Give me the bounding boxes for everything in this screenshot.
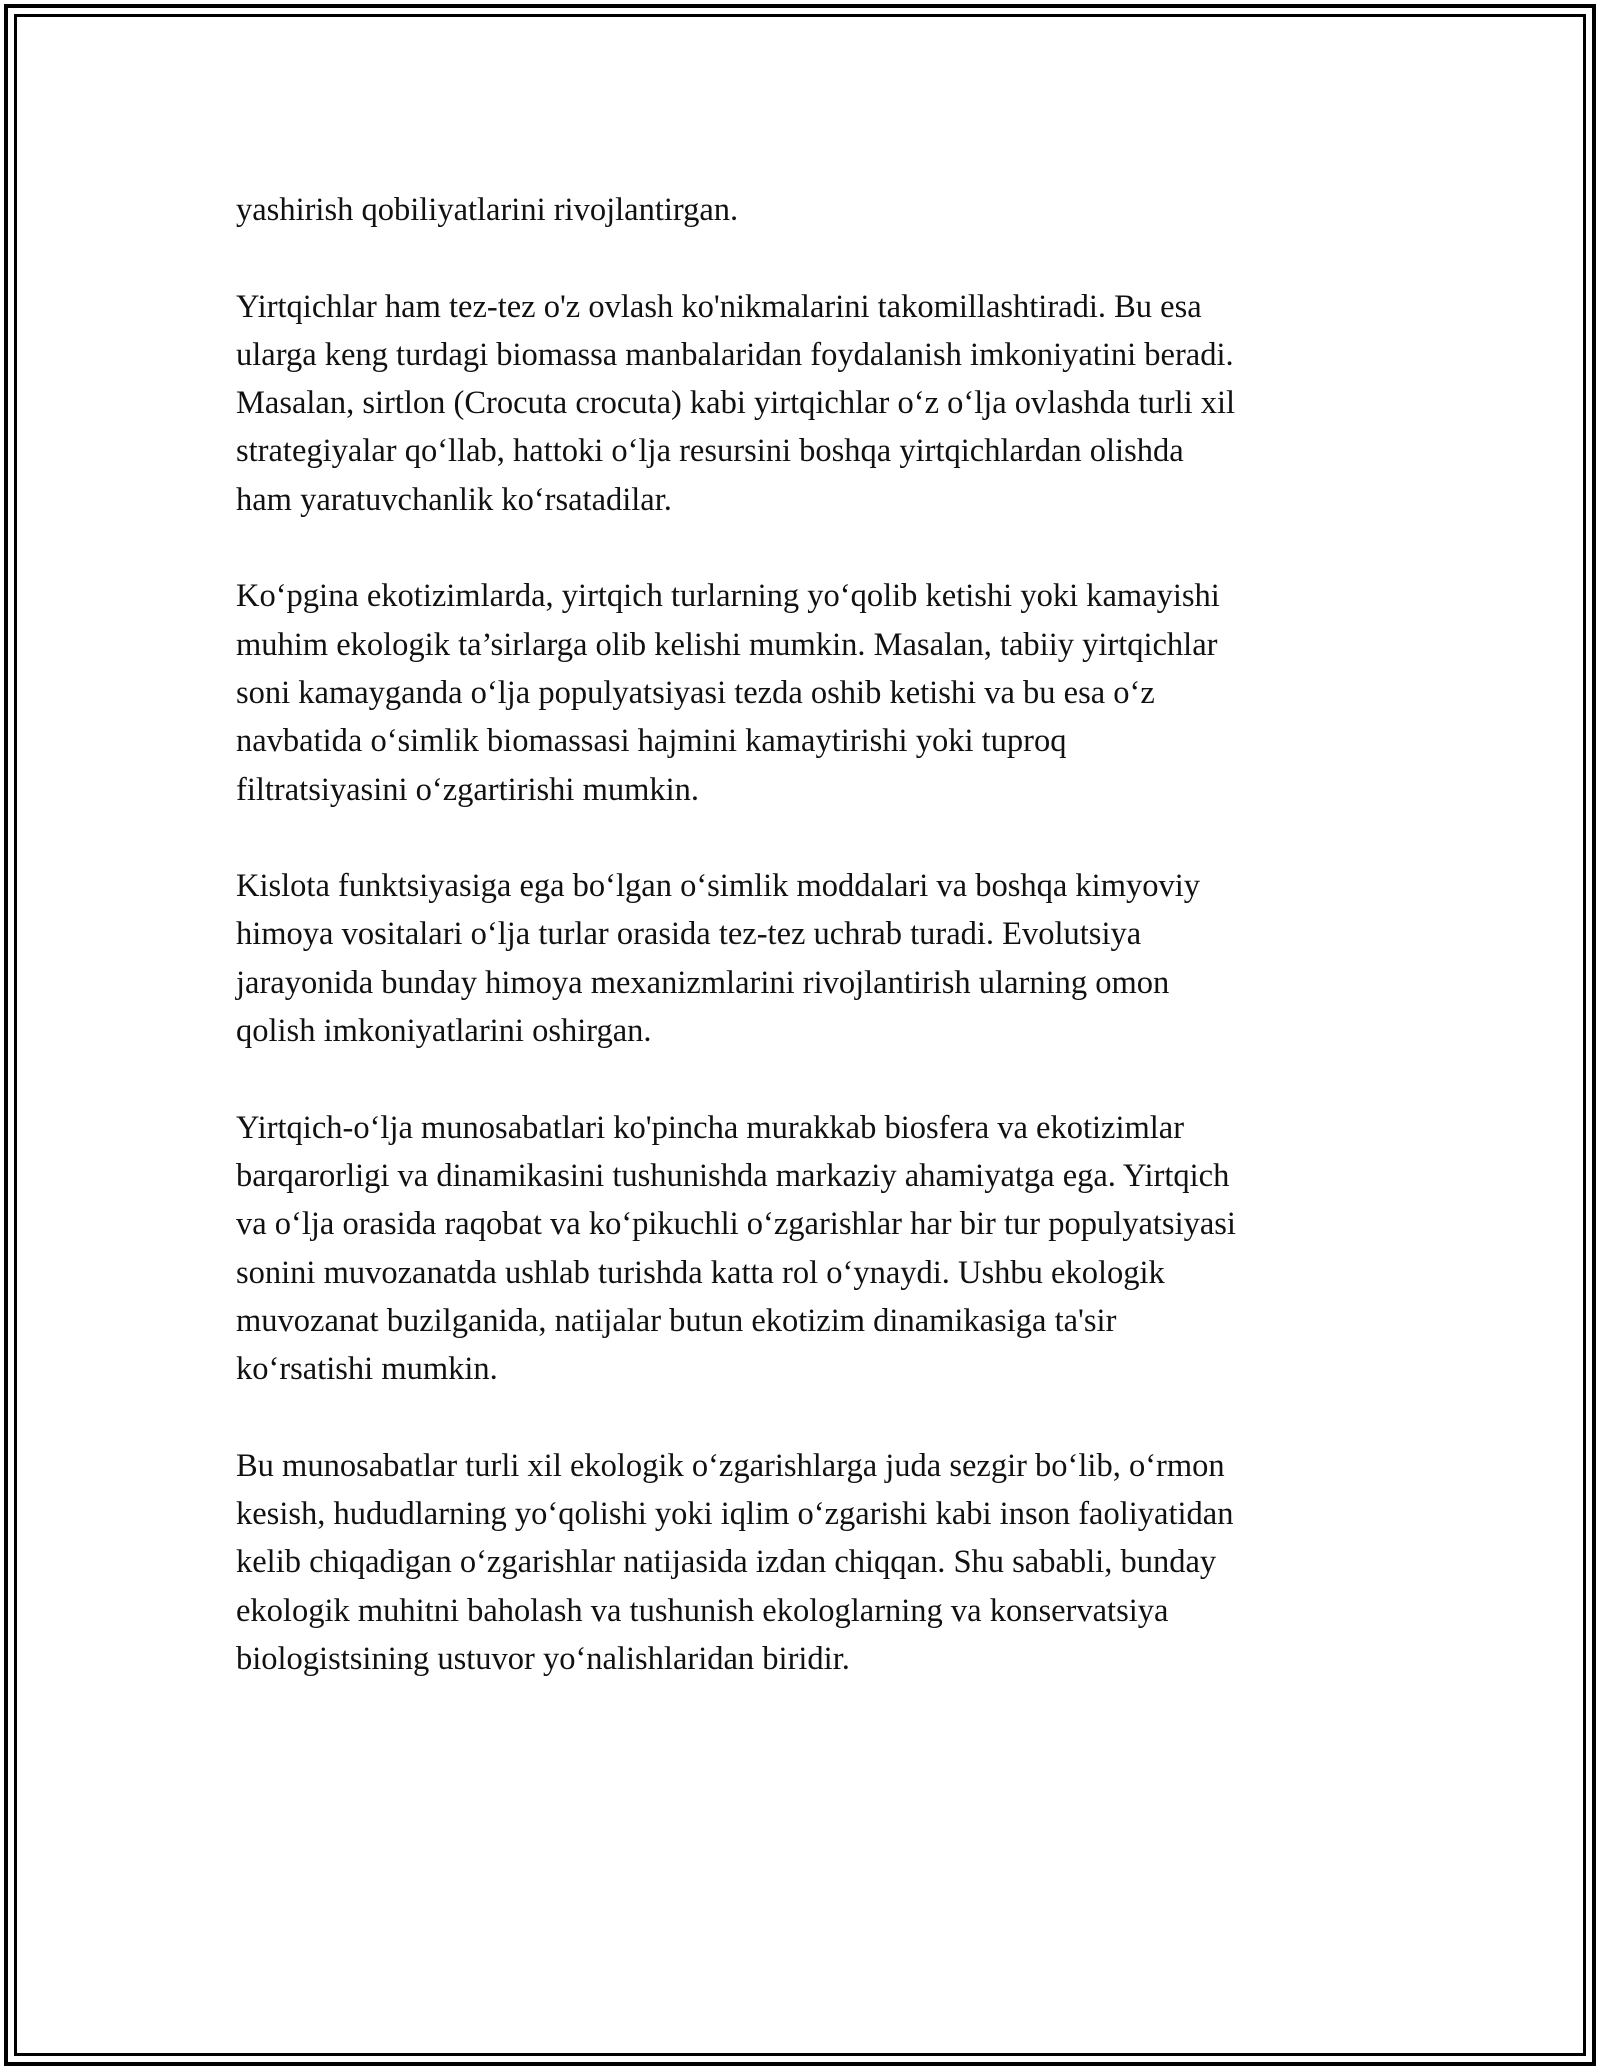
paragraph-4: Kislota funktsiyasiga ega bo‘lgan o‘simlik moddalari va boshqa kimyoviy himoya vositalari o‘lja turlar orasida tez-tez uchrab turadi. Evolutsiya jarayonida bunday himoya mexanizmlarini rivojlantirish ularning omon qolish imkoniyatlarini oshirgan. (236, 868, 1201, 1050)
paragraph-3: Ko‘pgina ekotizimlarda, yirtqich turlarning yo‘qolib ketishi yoki kamayishi muhim ekologik ta’sirlarga olib kelishi mumkin. Masalan, tabiiy yirtqichlar soni kamayganda o‘lja populyatsiyasi tezda oshib ketishi va bu esa o‘z navbatida o‘simlik biomassasi hajmini kamaytirishi yoki tuproq filtratsiyasini o‘zgartirishi mumkin. (236, 578, 1220, 808)
paragraph-6: Bu munosabatlar turli xil ekologik o‘zgarishlarga juda sezgir bo‘lib, o‘rmon kesish, hududlarning yo‘qolishi yoki iqlim o‘zgarishi kabi inson faoliyatidan kelib chiqadigan o‘zgarishlar natijasida izdan chiqqan. Shu sababli, bunday ekologik muhitni baholash va tushunish ekologlarning va konservatsiya biologistsining ustuvor yo‘nalishlaridan biridir. (236, 1447, 1234, 1677)
paragraph-2: Yirtqichlar ham tez-tez o'z ovlash ko'nikmalarini takomillashtiradi. Bu esa ularga keng turdagi biomassa manbalaridan foydalanish imkoniyatini beradi. Masalan, sirtlon (Crocuta crocuta) kabi yirtqichlar o‘z o‘lja ovlashda turli xil strategiyalar qo‘llab, hattoki o‘lja resursini boshqa yirtqichlardan olishda ham yaratuvchanlik ko‘rsatadilar. (236, 288, 1236, 518)
paragraph-1: yashirish qobiliyatlarini rivojlantirgan. (236, 192, 739, 228)
document-body (236, 186, 1376, 1732)
paragraph-5: Yirtqich-o‘lja munosabatlari ko'pincha murakkab biosfera va ekotizimlar barqarorligi va dinamikasini tushunishda markaziy ahamiyatga ega. Yirtqich va o‘lja orasida raqobat va ko‘pikuchli o‘zgarishlar har bir tur populyatsiyasi sonini muvozanatda ushlab turishda katta rol o‘ynaydi. Ushbu ekologik muvozanat buzilganida, natijalar butun ekotizim dinamikasiga ta'sir ko‘rsatishi mumkin. (236, 1109, 1236, 1388)
